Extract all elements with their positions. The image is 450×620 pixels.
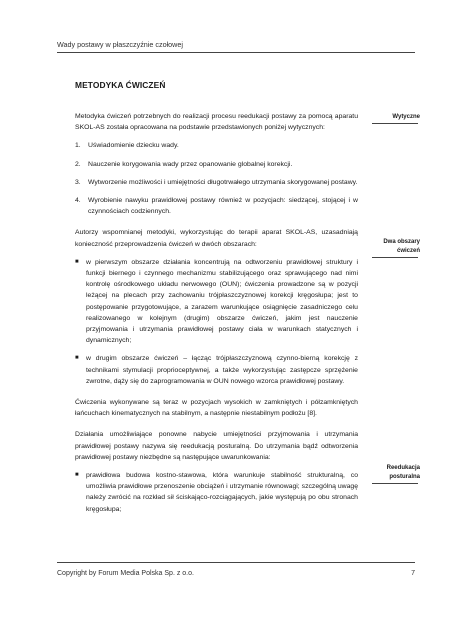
- margin-note-line: Reedukacja: [386, 465, 420, 471]
- bullet-item: [75, 353, 358, 387]
- margin-note-divider: [372, 123, 418, 124]
- list-number: 2.: [75, 160, 81, 168]
- list-number: 3.: [75, 178, 81, 186]
- footer-divider: [57, 562, 415, 563]
- actions-paragraph: Działania umożliwiające ponowne nabycie umiejętności przyjmowania i utrzymania prawidłowej postawy nazywa się reedukacją posturalną. Do utrzymania bądź odtworzenia prawidłowej postawy niezbędne są następujące uwarunkowania:: [75, 431, 358, 461]
- margin-note-line: posturalna: [389, 473, 420, 480]
- bullet-icon: ■: [75, 355, 79, 362]
- exercises-paragraph: Ćwiczenia wykonywane są teraz w pozycjach wysokich w zamkniętych i półzamkniętych łańcuchach kinematycznych na stabilnym, a następnie niestabilnym podłożu [8].: [75, 399, 358, 418]
- list-text: Uświadomienie dziecku wady.: [88, 142, 179, 150]
- list-number: 4.: [75, 197, 81, 205]
- bullet-icon: ■: [75, 258, 79, 265]
- bullet-item: [75, 257, 358, 347]
- list-item: [75, 140, 358, 151]
- margin-note-line: ćwiczeń: [396, 247, 420, 254]
- page-number: 7: [411, 570, 415, 577]
- section-title: METODYKA ĆWICZEŃ: [75, 80, 166, 90]
- margin-note-divider: [372, 257, 418, 258]
- margin-note-divider: [372, 483, 418, 484]
- list-item: [75, 195, 358, 217]
- main-text-column: [75, 111, 358, 515]
- list-text: Nauczenie korygowania wady przez opanowanie globalnej korekcji.: [88, 160, 293, 168]
- bullet-text: w drugim obszarze ćwiczeń – łącząc trójpłaszczyznową czynno-bierną korekcję z technikami stymulacji proprioceptywnej, a także wykorzystując zastępcze sprzężenie zwrotne, dąży się do zaprogramowania w OUN nowego wzorca prawidłowej postawy.: [86, 355, 358, 385]
- bullet-item: [75, 470, 358, 515]
- list-text: Wytworzenie możliwości i umiejętności długotrwałego utrzymania skorygowanej postawy.: [88, 178, 358, 186]
- margin-note-guidelines: Wytyczne: [392, 114, 420, 120]
- bullet-icon: ■: [75, 472, 79, 479]
- running-header: Wady postawy w płaszczyźnie czołowej: [57, 40, 183, 49]
- authors-paragraph: Autorzy wspomnianej metodyki, wykorzystując do terapii aparat SKOL-AS, uzasadniają konieczność przeprowadzenia ćwiczeń w dwóch obszarach:: [75, 229, 358, 248]
- list-text: Wyrobienie nawyku prawidłowej postawy również w pozycjach: siedzącej, stojącej i w czynnościach codziennych.: [88, 197, 358, 216]
- list-number: 1.: [75, 142, 81, 150]
- margin-note-postural-reeducation: [387, 464, 420, 481]
- intro-paragraph: Metodyka ćwiczeń potrzebnych do realizacji procesu reedukacji postawy za pomocą aparatu SKOL-AS została opracowana na podstawie przedstawionych poniżej wytycznych:: [75, 113, 358, 132]
- list-item: [75, 159, 358, 170]
- bullet-text: w pierwszym obszarze działania koncentrują na odtworzeniu prawidłowej struktury i funkcji biernego i czynnego mechanizmu stabilizującego oraz sprawującego nad nimi kontrolę ośrodkowego układu nerwowego (OUN); ćwiczenia prowadzone są w pozycji leżącej na plecach przy zachowaniu trójpłaszczyznowej korekcji kręgosłupa; jest to postępowanie przygotowujące, a zarazem warunkujące osiągnięcie zasadniczego celu realizowanego w kolejnym (drugim) obszarze ćwiczeń, jakim jest nauczenie przyjmowania i utrzymania prawidłowej postawy ciała w warunkach statycznych i dynamicznych;: [86, 258, 358, 345]
- footer-copyright: Copyright by Forum Media Polska Sp. z o.o.: [57, 570, 194, 577]
- list-item: [75, 177, 358, 188]
- bullet-text: prawidłowa budowa kostno-stawowa, która warunkuje stabilność strukturalną, co umożliwia prawidłowe przenoszenie obciążeń i utrzymanie równowagi; szczególną uwagę należy zwrócić na rozkład sił ściskająco-rozciągających, jakie występują po obu stronach kręgosłupa;: [86, 472, 358, 513]
- margin-note-line: Dwa obszary: [383, 239, 420, 245]
- margin-note-two-areas: [383, 238, 420, 255]
- header-divider: [57, 52, 415, 53]
